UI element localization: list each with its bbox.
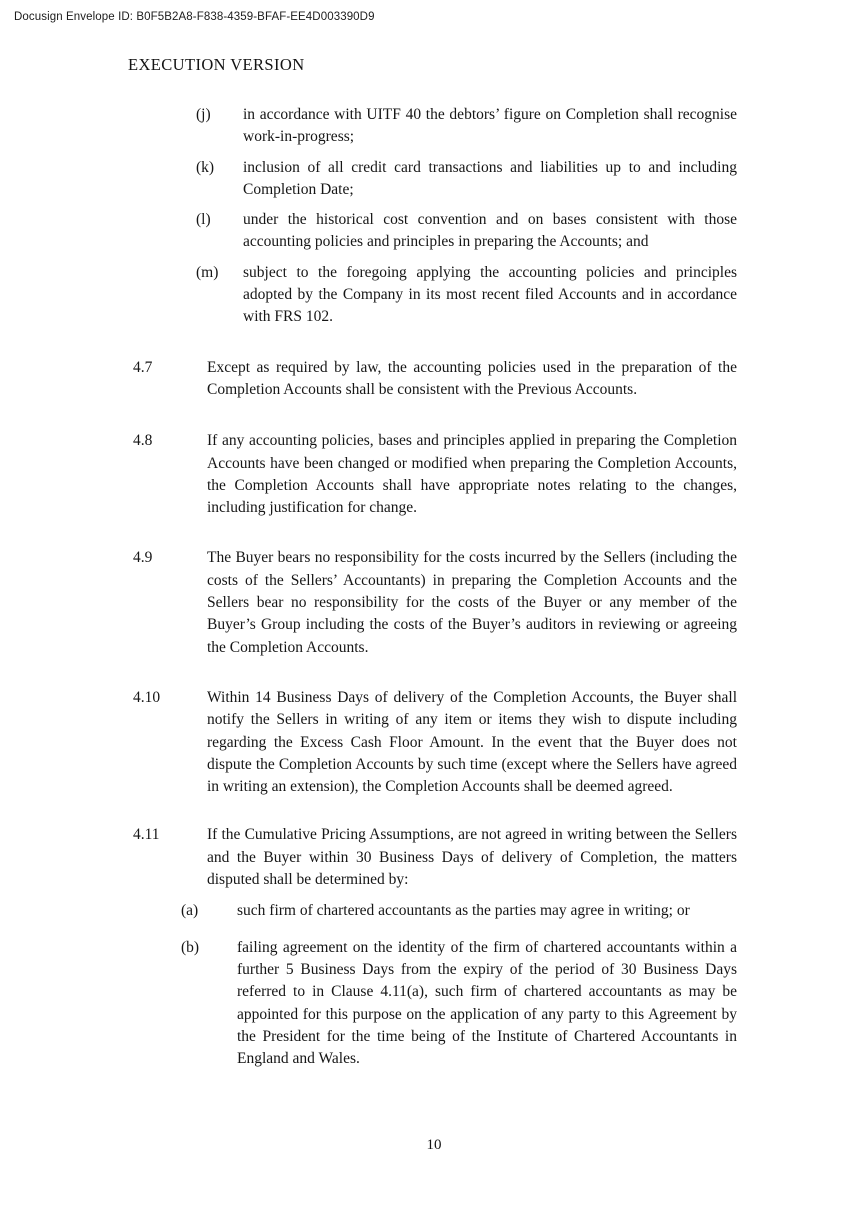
page-number: 10 xyxy=(426,1137,442,1153)
list-item-k-text: inclusion of all credit card transactions and liabilities up to and including Completion Date; xyxy=(243,158,737,198)
list-item-l-label: (l) xyxy=(196,211,211,229)
list-item-j xyxy=(133,104,737,149)
clause-4-7-number: 4.7 xyxy=(133,358,153,376)
execution-version-label: EXECUTION VERSION xyxy=(128,55,305,74)
list-item-j-label: (j) xyxy=(196,106,211,123)
list-item-l xyxy=(133,209,737,254)
clause-4-8-text: If any accounting policies, bases and principles applied in preparing the Completion Accounts have been changed or modified when preparing the Completion Accounts, the Completion Accounts shall have appropriate notes relating to the changes, including justification for change. xyxy=(207,432,737,517)
clause-4-9 xyxy=(133,547,737,658)
list-item-k xyxy=(133,157,737,202)
list-item-b-label: (b) xyxy=(181,938,200,956)
list-item-l-text: under the historical cost convention and on bases consistent with those accounting policies and principles in preparing the Accounts; and xyxy=(243,211,737,251)
clause-4-10-text: Within 14 Business Days of delivery of the Completion Accounts, the Buyer shall notify the Sellers in writing of any item or items they wish to dispute including regarding the Excess Cash Floor Amount. In the event that the Buyer does not dispute the Completion Accounts by such time (except where the Sellers have agreed in writing an extension), the Completion Accounts shall be deemed agreed. xyxy=(207,688,737,796)
clause-4-11 xyxy=(133,824,737,891)
clause-4-11-text: If the Cumulative Pricing Assumptions, are not agreed in writing between the Sellers and the Buyer within 30 Business Days of delivery of Completion, the matters disputed shall be determined by: xyxy=(207,826,737,889)
list-item-m-text: subject to the foregoing applying the accounting policies and principles adopted by the Company in its most recent filed Accounts and in accordance with FRS 102. xyxy=(243,263,737,326)
clause-4-9-text: The Buyer bears no responsibility for the costs incurred by the Sellers (including the costs of the Sellers’ Accountants) in preparing the Completion Accounts and the Sellers bear no responsibility for the costs of the Buyer or any member of the Buyer’s Group including the costs of the Buyer’s auditors in reviewing or agreeing the Completion Accounts. xyxy=(207,549,737,656)
clause-4-11-number: 4.11 xyxy=(133,826,160,844)
list-item-m xyxy=(133,262,737,329)
docusign-envelope-id: Docusign Envelope ID: B0F5B2A8-F838-4359-BFAF-EE4D003390D9 xyxy=(14,11,375,23)
list-item-b-text: failing agreement on the identity of the firm of chartered accountants within a further 5 Business Days from the expiry of the period of 30 Business Days referred to in Clause 4.11(a), such firm of chartered accountants as may be appointed for this purpose on the application of any party to this Agreement by the President for the time being of the Institute of Chartered Accountants in England and Wales. xyxy=(237,938,737,1068)
list-item-m-label: (m) xyxy=(196,263,219,281)
list-item-a-text: such firm of chartered accountants as the parties may agree in writing; or xyxy=(237,902,690,920)
clause-4-7 xyxy=(133,357,737,402)
clause-4-9-number: 4.9 xyxy=(133,549,153,567)
clause-4-10-number: 4.10 xyxy=(133,688,161,706)
clause-4-8 xyxy=(133,430,737,519)
document-body xyxy=(133,104,737,1070)
list-item-b xyxy=(133,937,737,1071)
list-item-a xyxy=(133,900,737,922)
list-item-j-text: in accordance with UITF 40 the debtors’ figure on Completion shall recognise work-in-progress; xyxy=(243,106,737,146)
list-item-k-label: (k) xyxy=(196,158,215,176)
clause-4-10 xyxy=(133,687,737,798)
list-item-a-label: (a) xyxy=(181,902,199,920)
clause-4-8-number: 4.8 xyxy=(133,432,153,450)
clause-4-7-text: Except as required by law, the accounting policies used in the preparation of the Completion Accounts shall be consistent with the Previous Accounts. xyxy=(207,358,737,398)
